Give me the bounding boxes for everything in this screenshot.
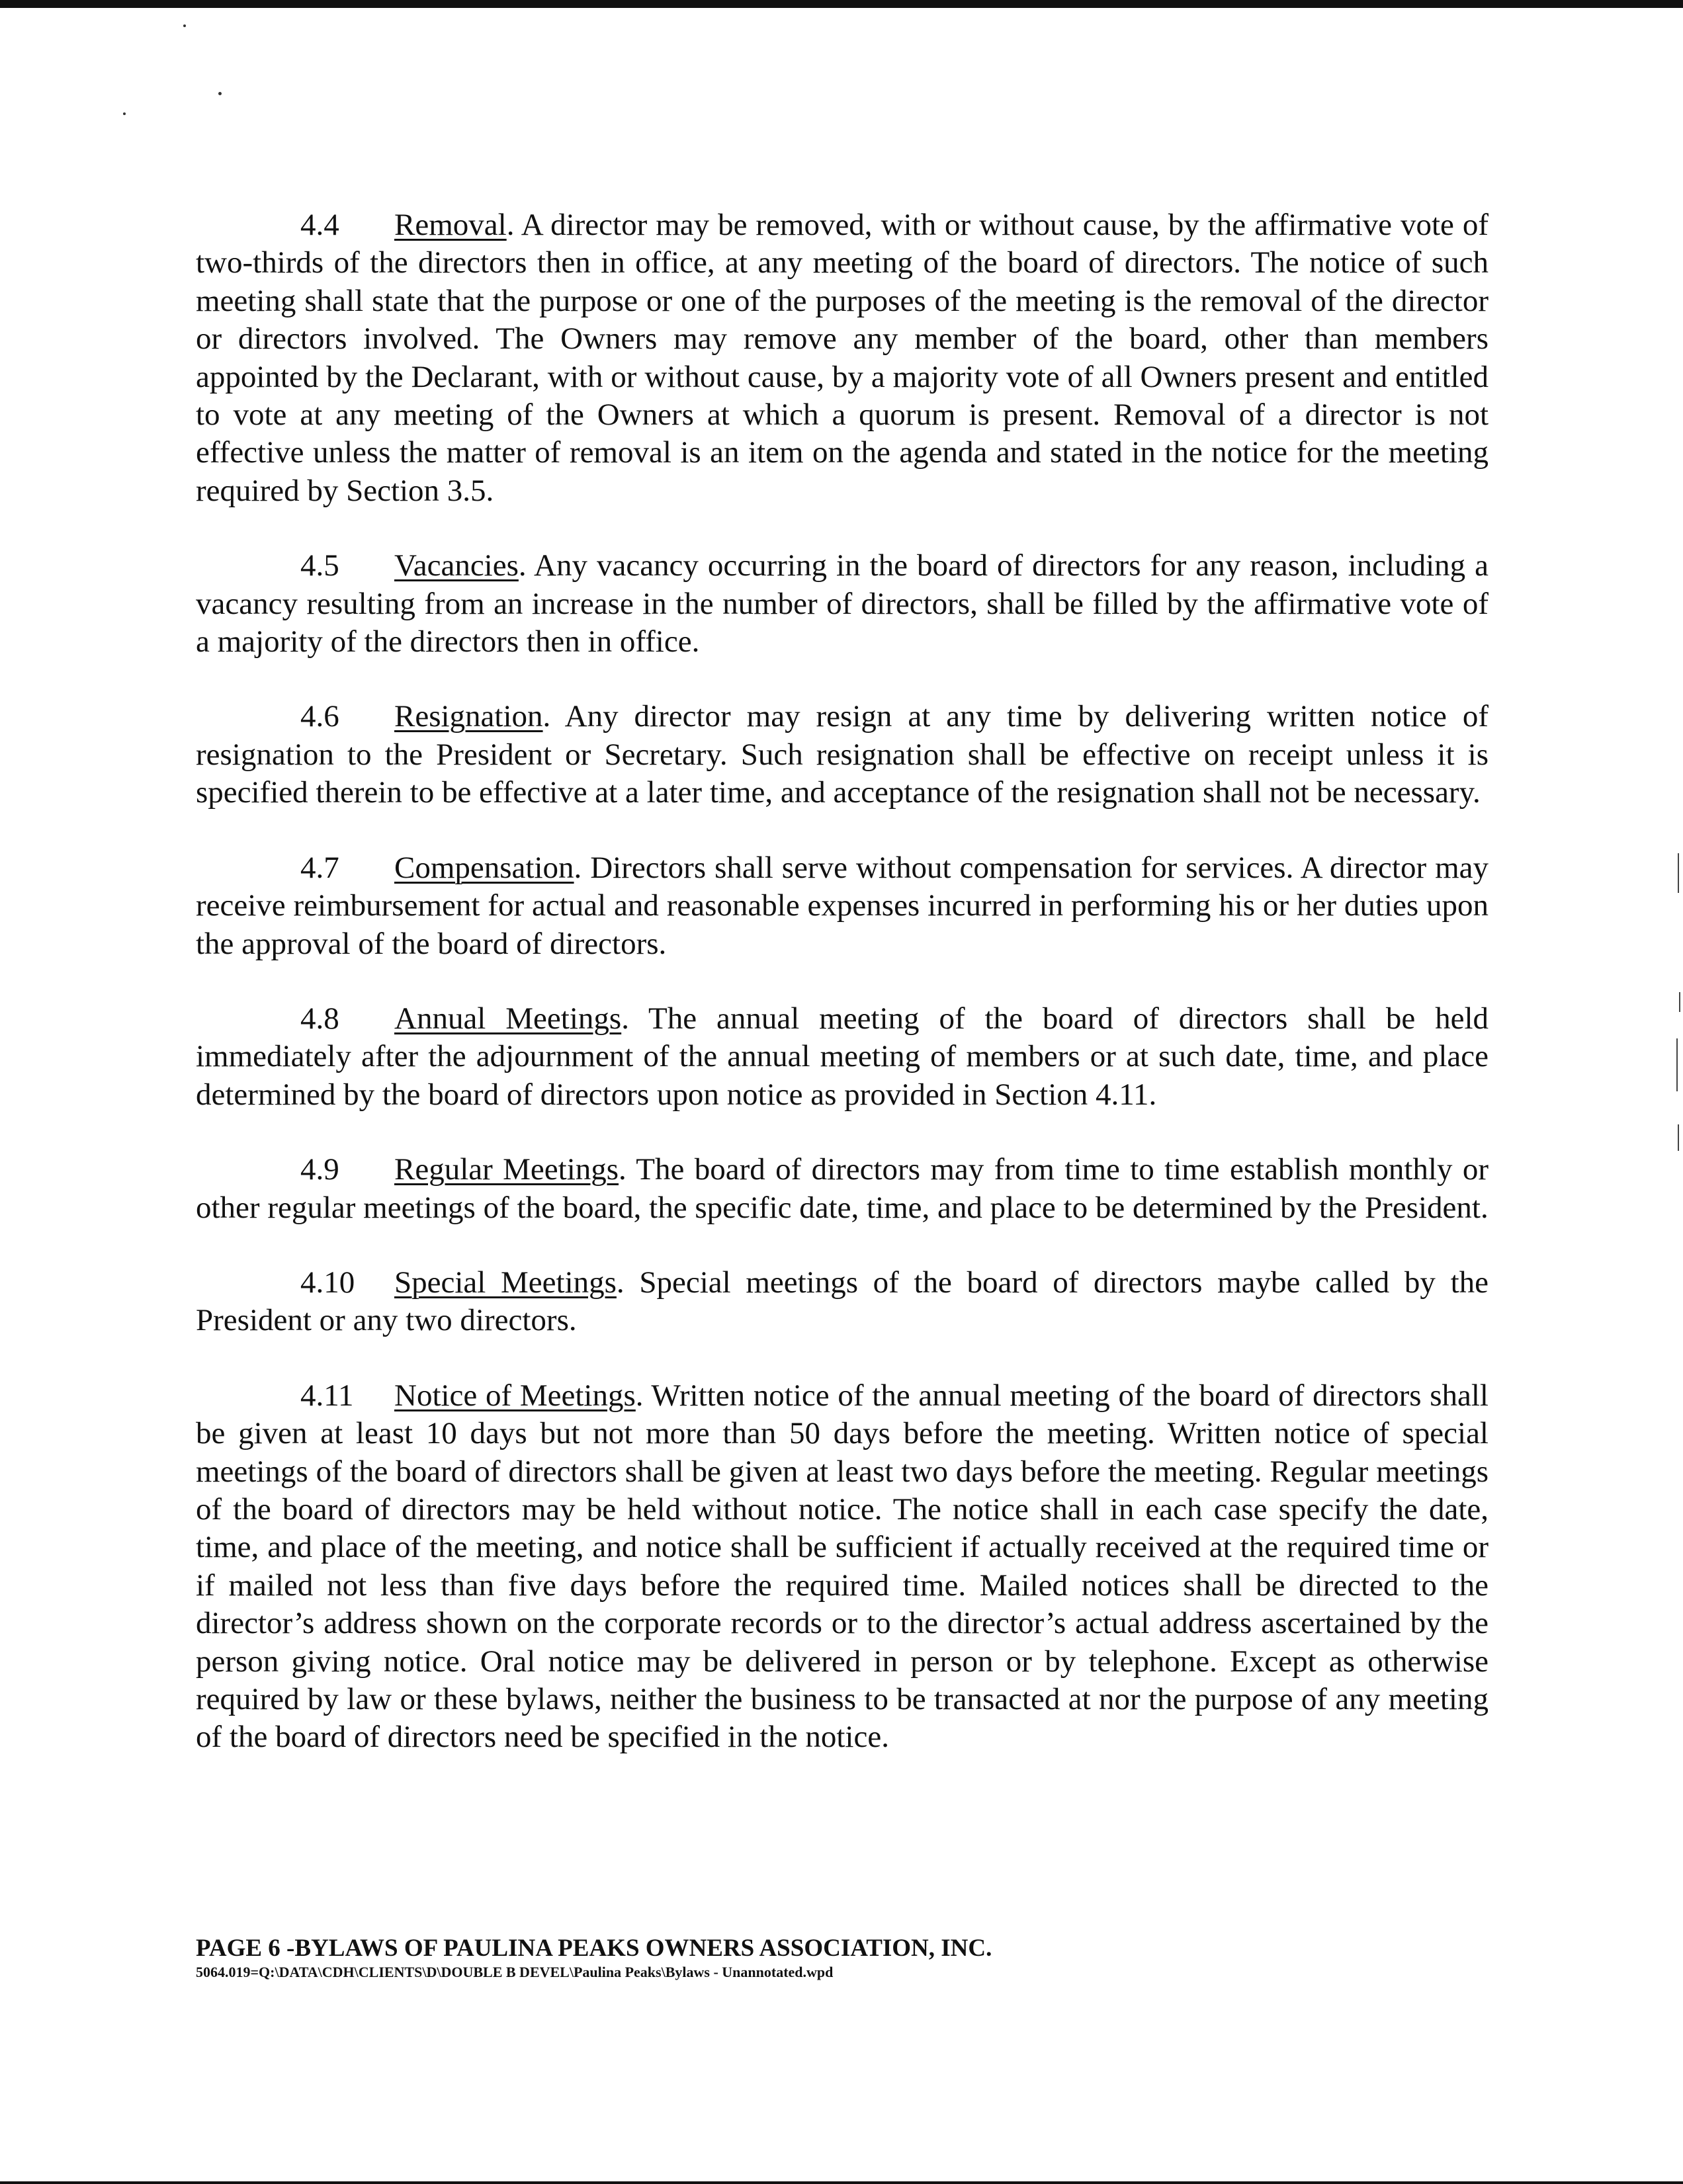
section-text: . A director may be removed, with or without cause, by the affirmative vote of two-thirds of the directors then in office, at any meeting of the board of directors. The notice of such meeting shall state that the purpose or one of the purposes of the meeting is the removal of the director or directors involved. The Owners may remove any member of the board, other than members appointed by the Declarant, with or without cause, by a majority vote of all Owners present and entitled to vote at any meeting of the Owners at which a quorum is present. Removal of a director is not effective unless the matter of removal is an item on the agenda and stated in the notice for the meeting required by Section 3.5.: [196, 208, 1489, 508]
section-number: 4.9: [300, 1152, 339, 1187]
section-number: 4.7: [300, 850, 339, 885]
section-number: 4.10: [300, 1265, 355, 1300]
section-heading: Vacancies: [394, 548, 519, 583]
section-heading: Notice of Meetings: [394, 1378, 636, 1413]
section-heading: Regular Meetings: [394, 1152, 619, 1187]
scan-bottom-border: [0, 2181, 1683, 2184]
scan-edge-mark: [1676, 1038, 1678, 1091]
section-4-6: [196, 698, 1489, 812]
section-heading: Resignation: [394, 699, 543, 734]
document-body: [196, 206, 1489, 1794]
section-text: . Any vacancy occurring in the board of directors for any reason, including a vacancy resulting from an increase in the number of directors, shall be filled by the affirmative vote of a majority of the directors then in office.: [196, 548, 1489, 659]
section-4-9: [196, 1151, 1489, 1227]
footer-title: PAGE 6 -BYLAWS OF PAULINA PEAKS OWNERS ASSOCIATION, INC.: [196, 1935, 992, 1962]
section-4-10: [196, 1264, 1489, 1340]
section-text: . The annual meeting of the board of directors shall be held immediately after the adjournment of the annual meeting of members or at such date, time, and place determined by the board of directors upon notice as provided in Section 4.11.: [196, 1001, 1489, 1112]
section-text: . Any director may resign at any time by delivering written notice of resignation to the President or Secretary. Such resignation shall be effective on receipt unless it is specified therein to be effective at a later time, and acceptance of the resignation shall not be necessary.: [196, 699, 1489, 810]
scan-edge-mark: [1678, 853, 1679, 893]
section-text: . Written notice of the annual meeting of the board of directors shall be given at least 10 days but not more than 50 days before the meeting. Written notice of special meetings of the board of directors shall be given at least two days before the meeting. Regular meetings of the board of directors may be held without notice. The notice shall in each case specify the date, time, and place of the meeting, and notice shall be sufficient if actually received at the required time or if mailed not less than five days before the required time. Mailed notices shall be directed to the director’s address shown on the corporate records or to the director’s actual address ascertained by the person giving notice. Oral notice may be delivered in person or by telephone. Except as otherwise required by law or these bylaws, neither the business to be transacted at nor the purpose of any meeting of the board of directors need be specified in the notice.: [196, 1378, 1489, 1755]
scan-speck: [183, 24, 186, 27]
section-text: . Special meetings of the board of directors maybe called by the President or any two directors.: [196, 1265, 1489, 1338]
footer-file-path: 5064.019=Q:\DATA\CDH\CLIENTS\D\DOUBLE B DEVEL\Paulina Peaks\Bylaws - Unannotated.wpd: [196, 1964, 834, 1980]
section-number: 4.6: [300, 699, 339, 734]
scan-speck: [218, 92, 222, 95]
scan-speck: [123, 112, 126, 115]
section-number: 4.4: [300, 208, 339, 242]
section-4-4: [196, 206, 1489, 510]
section-4-11: [196, 1377, 1489, 1757]
section-4-7: [196, 849, 1489, 963]
section-heading: Compensation: [394, 850, 574, 885]
scan-edge-mark: [1679, 992, 1680, 1012]
section-heading: Removal: [394, 208, 507, 242]
section-number: 4.5: [300, 548, 339, 583]
section-heading: Annual Meetings: [394, 1001, 622, 1036]
scan-top-border: [0, 0, 1683, 8]
section-number: 4.8: [300, 1001, 339, 1036]
section-4-8: [196, 1000, 1489, 1114]
section-4-5: [196, 547, 1489, 661]
section-text: . Directors shall serve without compensation for services. A director may receive reimbursement for actual and reasonable expenses incurred in performing his or her duties upon the approval of the board of directors.: [196, 850, 1489, 961]
scan-edge-mark: [1678, 1124, 1679, 1151]
section-text: . The board of directors may from time to time establish monthly or other regular meetings of the board, the specific date, time, and place to be determined by the President.: [196, 1152, 1489, 1225]
page-footer: [196, 1934, 1453, 1982]
section-heading: Special Meetings: [394, 1265, 617, 1300]
section-number: 4.11: [300, 1378, 354, 1413]
